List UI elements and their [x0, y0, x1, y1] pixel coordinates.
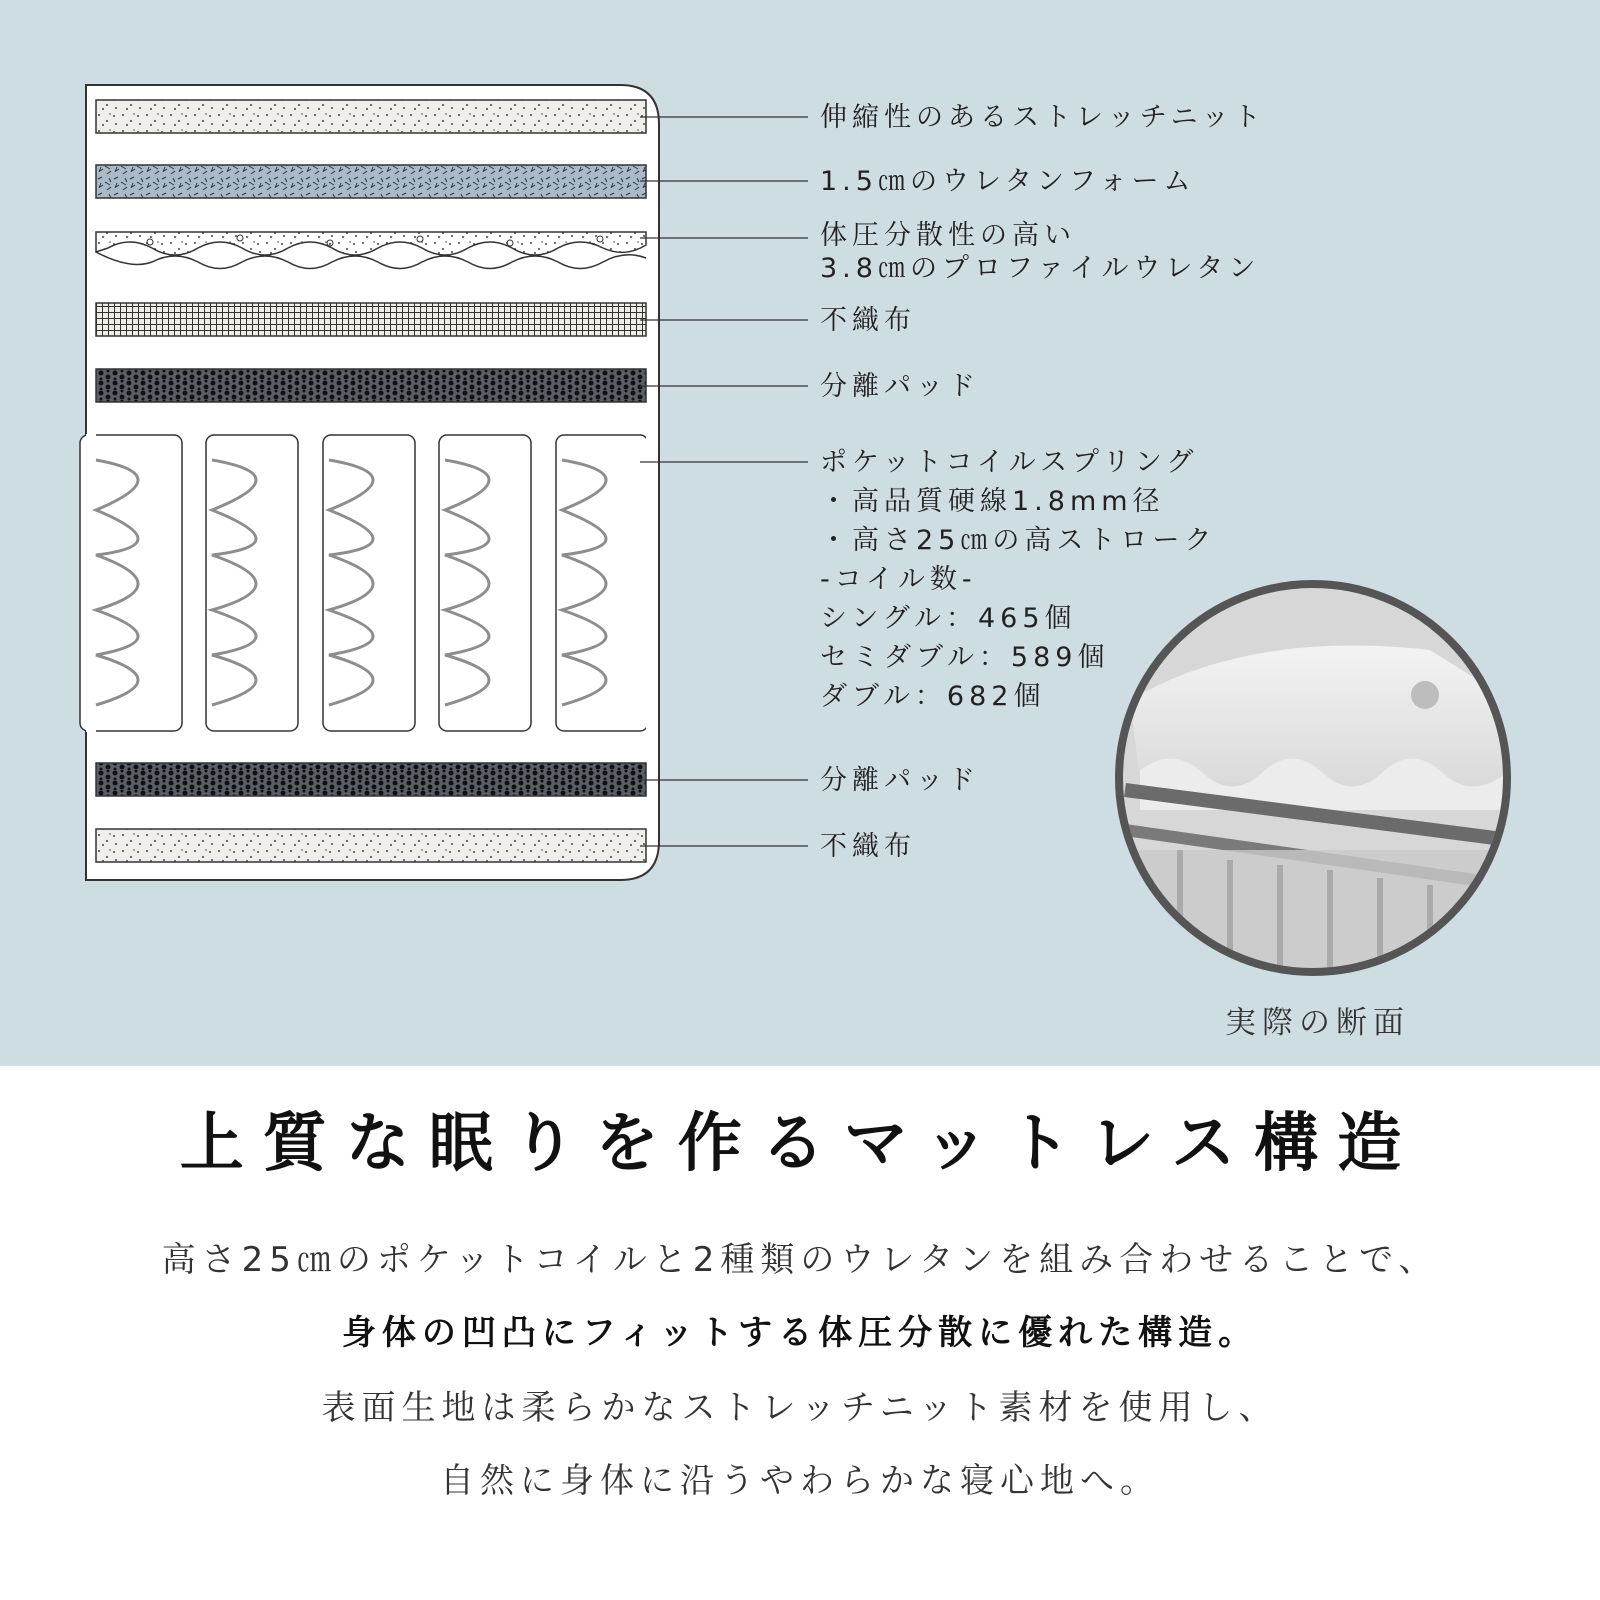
label-line: ・高さ25㎝の高ストローク [820, 525, 1217, 556]
label-stretch-knit: 伸縮性のあるストレッチニット [820, 102, 1266, 133]
label-urethane-foam: 1.5㎝のウレタンフォーム [820, 166, 1196, 197]
layer-separation-pad-bottom [96, 763, 646, 796]
label-separation-pad-top: 分離パッド [820, 371, 980, 402]
label-nonwoven-bottom: 不織布 [820, 831, 916, 862]
page-title: 上質な眠りを作るマットレス構造 [179, 1107, 1421, 1181]
label-line: 3.8㎝のプロファイルウレタン [820, 253, 1261, 284]
body-line: 自然に身体に沿うやわらかな寝心地へ。 [440, 1461, 1160, 1501]
photo-caption: 実際の断面 [1225, 1005, 1410, 1041]
layer-urethane-foam [96, 165, 646, 198]
label-line: ポケットコイルスプリング [820, 447, 1199, 478]
body-line-emphasis: 身体の凹凸にフィットする体圧分散に優れた構造。 [341, 1313, 1259, 1353]
leader-lines [640, 117, 808, 846]
body-line: 高さ25㎝のポケットコイルと2種類のウレタンを組み合わせることで、 [161, 1240, 1439, 1280]
label-pocket-coil [820, 443, 1216, 716]
label-separation-pad-bottom: 分離パッド [820, 765, 980, 796]
label-line: シングル：465個 [820, 603, 1077, 634]
layer-nonwoven-top [96, 303, 646, 336]
pocket-coil-springs [80, 434, 658, 732]
label-line: セミダブル：589個 [820, 642, 1110, 673]
label-line: ・高品質硬線1.8mm径 [820, 486, 1165, 517]
label-line: 体圧分散性の高い [820, 220, 1076, 251]
label-profile-urethane [820, 219, 1260, 285]
body-line: 表面生地は柔らかなストレッチニット素材を使用し、 [321, 1388, 1279, 1428]
label-line: ダブル：682個 [820, 681, 1046, 712]
layer-separation-pad-top [96, 369, 646, 402]
label-line: -コイル数- [820, 564, 977, 595]
label-nonwoven-top: 不織布 [820, 305, 916, 336]
